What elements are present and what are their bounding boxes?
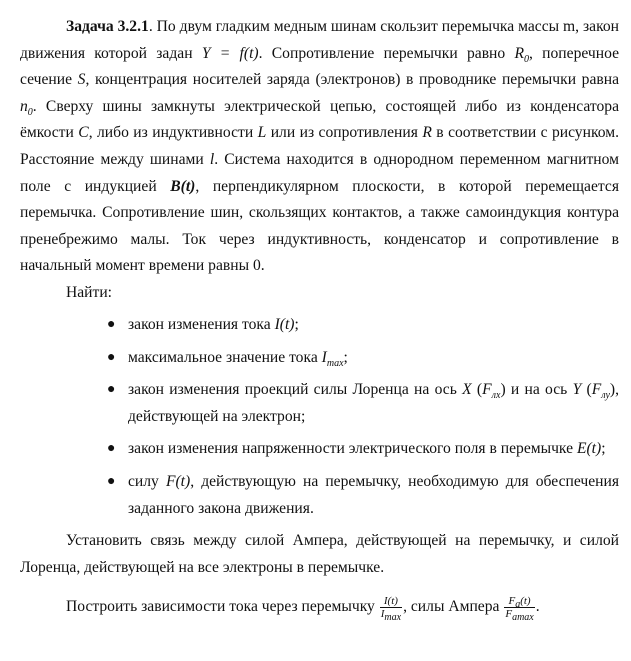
statement-text: , поперечное сечение: [20, 44, 620, 89]
item-text: максимальное значение тока: [128, 348, 322, 366]
item-end: , действующую на перемычку, необходимую для обеспечения заданного закона движения.: [128, 472, 619, 517]
statement-text: , концентрация носителей заряда (электронов) в проводнике перемычки равна: [85, 71, 620, 89]
concentration-subscript: 0: [27, 106, 33, 118]
list-item: [107, 469, 619, 522]
distance-symbol: l: [209, 150, 215, 168]
statement-text: , перпендикулярном плоскости, в которой перемещается перемычка. Сопротивление шин, скользящих контактов, а также самоиндукция контура пренебрежимо малы. Ток через индуктивность, конденсатор и сопротивление в начальный момент времени равны 0.: [20, 177, 619, 275]
statement-text: . По двум гладким медным шинам скользит перемычка массы m, закон движения которой задан: [20, 18, 620, 62]
motion-law: Y = f(t): [201, 44, 259, 62]
denominator-subscript: max: [384, 612, 402, 624]
force-x-subscript: лх: [491, 390, 501, 402]
list-item: [107, 345, 619, 372]
axis-x-symbol: X: [462, 381, 472, 399]
item-text: закон изменения тока: [128, 315, 275, 333]
resistance-subscript: 0: [524, 53, 529, 65]
denominator-subscript-max: max: [517, 612, 534, 624]
force-function-symbol: F(t): [165, 472, 191, 490]
item-end: действующей на электрон;: [128, 407, 306, 425]
plot-text: Построить зависимости тока через перемычку: [66, 598, 379, 616]
item-text: силу: [128, 472, 166, 490]
concentration-symbol: n: [20, 97, 28, 115]
bullet-icon: ●: [107, 382, 116, 398]
statement-text: в соответствии с рисунком. Расстояние между шинами: [20, 124, 620, 168]
relation-paragraph: Установить связь между силой Ампера, действующей на перемычку, и силой Лоренца, действующей на все электроны в перемычке.: [20, 532, 619, 576]
item-end: ;: [601, 440, 606, 458]
task-statement: [20, 14, 619, 280]
fraction-numerator: [504, 595, 534, 611]
list-item: ● закон изменения проекций силы Лоренца на ось X $(F_{лх})$ и на ось Y $(F_{лу})$, действующей на электрон;: [128, 377, 619, 430]
item-text: закон изменения проекций силы Лоренца на ось: [128, 381, 463, 399]
task-label: Задача 3.2.1: [66, 18, 149, 35]
item-end: ;: [294, 315, 299, 333]
resistor-symbol: R: [422, 124, 432, 142]
plot-instruction: [20, 591, 619, 623]
numerator-subscript: a: [515, 599, 521, 611]
field-symbol: E(t): [576, 440, 602, 458]
force-symbol: F: [482, 381, 492, 399]
statement-text: . Сопротивление перемычки равно: [258, 44, 515, 62]
fraction-numerator: I(t): [380, 595, 402, 608]
statement-text: . Система находится в однородном переменном магнитном поле с индукцией: [20, 150, 619, 195]
current-ratio-fraction: [380, 595, 402, 624]
bullet-icon: ●: [107, 349, 116, 365]
item-text: закон изменения напряженности электрического поля в перемычке: [128, 440, 577, 458]
item-text: и на ось: [505, 381, 573, 399]
ampere-ratio-fraction: [504, 595, 534, 624]
find-list: [20, 312, 619, 522]
current-symbol: I(t): [274, 315, 295, 333]
item-end: ;: [343, 348, 348, 366]
fraction-denominator: [504, 608, 534, 624]
current-symbol: I: [321, 348, 327, 366]
max-subscript: max: [326, 357, 344, 369]
numerator-symbol: F: [508, 595, 516, 608]
denominator-symbol: I: [380, 608, 385, 621]
capacitance-symbol: C: [78, 124, 89, 142]
statement-text: , либо из индуктивности: [88, 124, 258, 142]
denominator-subscript: a: [512, 612, 518, 624]
bullet-icon: ●: [107, 316, 116, 332]
induction-symbol: B(t): [170, 177, 196, 195]
denominator-symbol: F: [505, 608, 513, 621]
list-item: [107, 436, 619, 463]
statement-text: или из сопротивления: [266, 124, 423, 142]
plot-text: .: [535, 598, 540, 616]
inductance-symbol: L: [257, 124, 267, 142]
axis-y-symbol: Y: [572, 381, 582, 399]
force-symbol: F: [591, 381, 602, 399]
resistance-symbol: R: [514, 44, 524, 62]
statement-text: . Сверху шины замкнуты электрической цепью, состоящей либо из конденсатора ёмкости: [20, 97, 619, 142]
numerator-tail: (t): [520, 595, 531, 608]
force-y-subscript: лу: [601, 390, 610, 402]
find-heading: Найти:: [66, 283, 113, 301]
fraction-denominator: [380, 608, 402, 624]
bullet-icon: ●: [107, 473, 116, 489]
section-symbol: S: [77, 71, 86, 89]
bullet-icon: ●: [107, 441, 116, 457]
plot-text: , силы Ампера: [403, 598, 504, 616]
list-item: [107, 312, 619, 339]
